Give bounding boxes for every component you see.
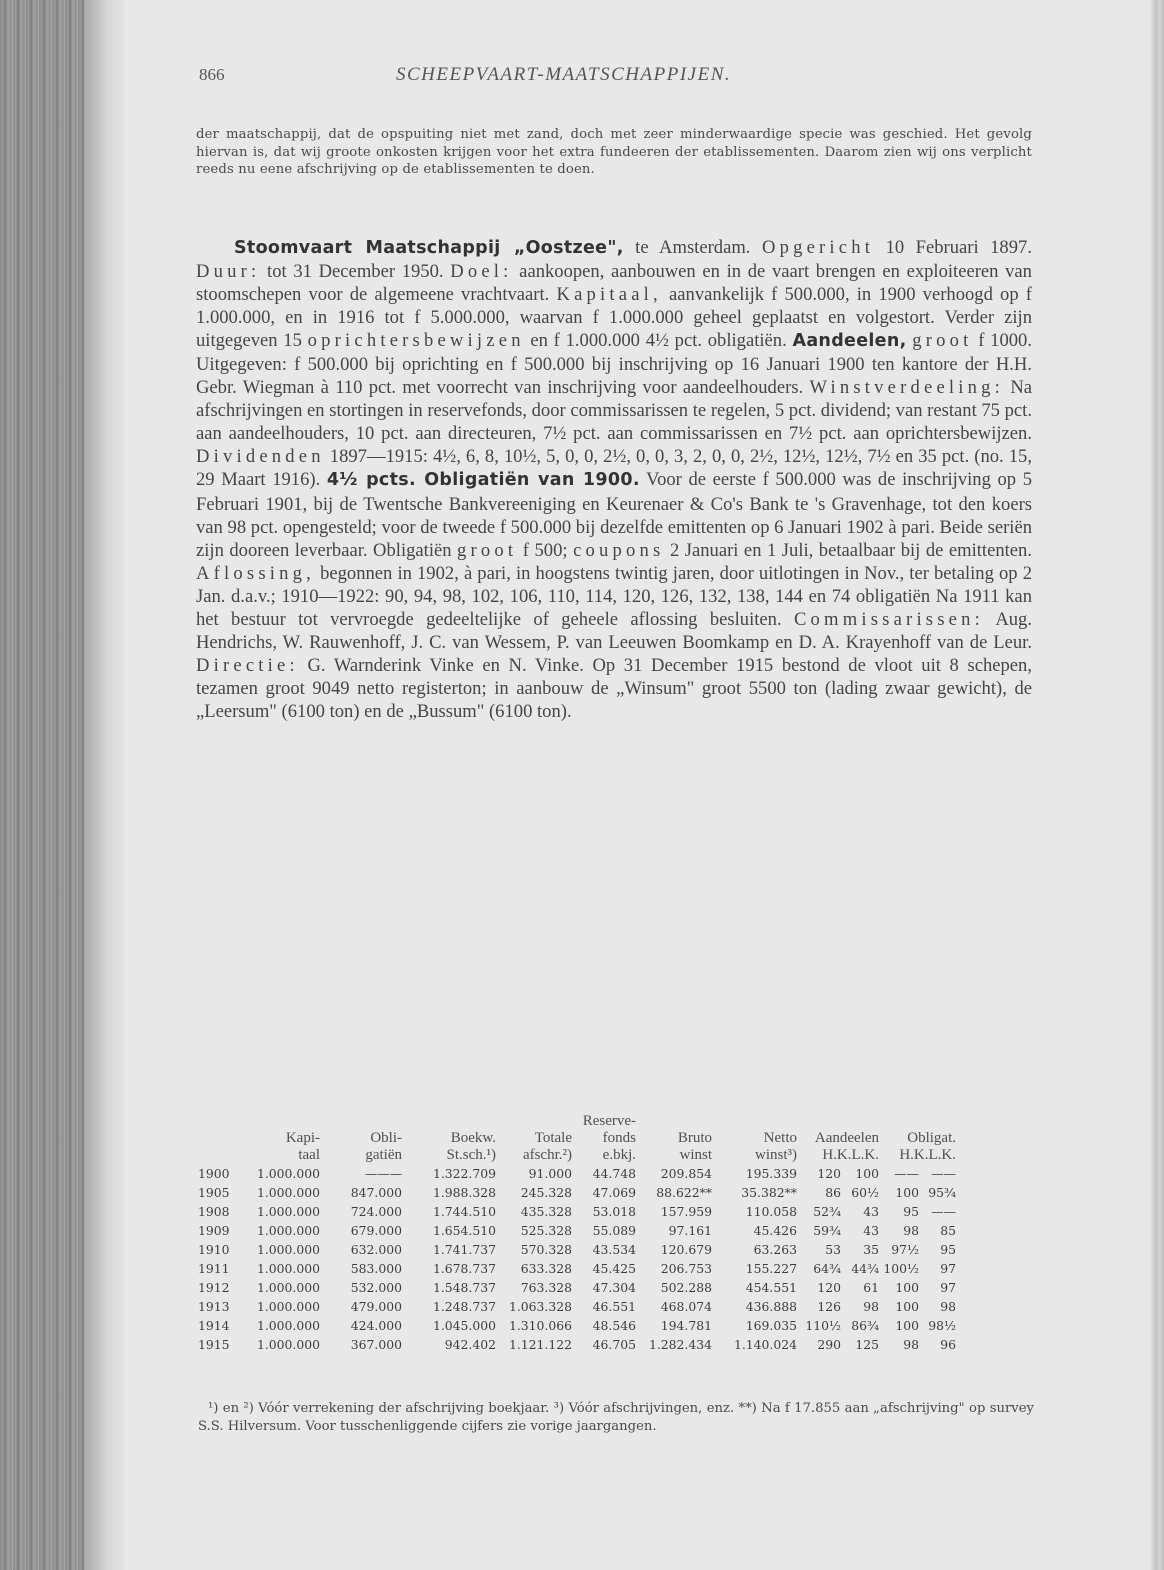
cell-a-h: 126 bbox=[817, 1299, 841, 1314]
cell-netto: 45.426 bbox=[753, 1223, 797, 1238]
cell-bruto: 502.288 bbox=[660, 1280, 712, 1295]
cell-year: 1912 bbox=[198, 1280, 230, 1295]
book-binding-edge bbox=[0, 0, 92, 1570]
cell-year: 1914 bbox=[198, 1318, 230, 1333]
cell-year: 1913 bbox=[198, 1299, 230, 1314]
label-oprichtersbewijzen: oprichtersbewijzen bbox=[307, 329, 525, 351]
cell-o-l: 96 bbox=[940, 1337, 956, 1352]
cell-o-l: 95¾ bbox=[928, 1185, 956, 1200]
cell-a-l: 43 bbox=[863, 1223, 879, 1238]
cell-bruto: 206.753 bbox=[660, 1261, 712, 1276]
cell-res: 46.705 bbox=[592, 1337, 636, 1352]
label-groot: groot bbox=[912, 329, 973, 351]
cell-boek: 1.045.000 bbox=[432, 1318, 496, 1333]
cell-kap: 1.000.000 bbox=[256, 1299, 320, 1314]
cell-boek: 1.678.737 bbox=[432, 1261, 496, 1276]
text-obligatien-1900: Voor de eerste f 500.000 was de inschrijving op 5 Februari 1901, bij de Twentsche Bankvereeniging en Keurenaer & Co's Bank te 's Gravenhage, tot den koers van 98 pct. opengesteld; voor de tweede f 500.000 bij dezelfde emittenten op 6 Januari 1902 à pari. Beide seriën zijn dooreen leverbaar. Obligatiën bbox=[196, 469, 1032, 561]
cell-boek: 1.548.737 bbox=[432, 1280, 496, 1295]
header-netto-winst: Netto winst³) bbox=[755, 1130, 797, 1163]
cell-obl: 367.000 bbox=[350, 1337, 402, 1352]
text-aandeelen: f 1000. Uitgegeven: f 500.000 bij oprichting en f 500.000 bij inschrijving op 16 Januari 1900 ten kantore der H.H. Gebr. Wiegman à 110 pct. met voorrecht van inschrijving voor aandeelhouders. bbox=[196, 329, 1033, 399]
table-row bbox=[198, 1221, 956, 1240]
cell-year: 1910 bbox=[198, 1242, 230, 1257]
table-row bbox=[198, 1259, 956, 1278]
cell-res: 47.304 bbox=[592, 1280, 636, 1295]
table-header-row bbox=[198, 1113, 956, 1164]
cell-res: 53.018 bbox=[592, 1204, 636, 1219]
cell-boek: 1.654.510 bbox=[432, 1223, 496, 1238]
continued-paragraph: der maatschappij, dat de opspuiting niet met zand, doch met zeer minderwaardige specie was geschied. Het gevolg hiervan is, dat wij groote onkosten krijgen voor het extra fundeeren der etablissementen. Daarom zien wij ons verplicht reeds nu eene afschrijving op de etablissementen te doen. bbox=[196, 127, 1032, 177]
cell-o-l: 85 bbox=[940, 1223, 956, 1238]
cell-kap: 1.000.000 bbox=[256, 1280, 320, 1295]
cell-o-h: 100½ bbox=[883, 1261, 919, 1276]
cell-obl: 424.000 bbox=[350, 1318, 402, 1333]
label-duur: Duur: bbox=[196, 260, 261, 282]
cell-a-h: 120 bbox=[817, 1166, 841, 1181]
table-row bbox=[198, 1240, 956, 1259]
table-body bbox=[198, 1164, 956, 1354]
cell-obl: 583.000 bbox=[350, 1261, 402, 1276]
cell-tot: 245.328 bbox=[520, 1185, 572, 1200]
cell-o-l: —— bbox=[931, 1166, 956, 1181]
cell-netto: 110.058 bbox=[745, 1204, 797, 1219]
table-row bbox=[198, 1202, 956, 1221]
header-reservefonds: Reserve- fonds e.bkj. bbox=[582, 1113, 636, 1163]
cell-tot: 435.328 bbox=[520, 1204, 572, 1219]
cell-a-l: 44¾ bbox=[851, 1261, 879, 1276]
header-bruto-winst: Bruto winst bbox=[677, 1130, 712, 1163]
cell-a-l: 125 bbox=[855, 1337, 879, 1352]
cell-year: 1905 bbox=[198, 1185, 230, 1200]
company-name: Stoomvaart Maatschappij „Oostzee", bbox=[234, 237, 624, 258]
label-doel: Doel: bbox=[450, 260, 513, 282]
cell-bruto: 468.074 bbox=[660, 1299, 712, 1314]
text-duur: tot 31 December 1950. bbox=[260, 260, 451, 282]
cell-netto: 155.227 bbox=[745, 1261, 797, 1276]
cell-res: 48.546 bbox=[592, 1318, 636, 1333]
cell-year: 1908 bbox=[198, 1204, 230, 1219]
cell-a-l: 86¾ bbox=[851, 1318, 879, 1333]
cell-netto: 35.382** bbox=[741, 1185, 797, 1200]
cell-a-h: 110½ bbox=[805, 1318, 841, 1333]
cell-obl: 632.000 bbox=[350, 1242, 402, 1257]
cell-kap: 1.000.000 bbox=[256, 1318, 320, 1333]
cell-kap: 1.000.000 bbox=[256, 1166, 320, 1181]
cell-boek: 1.744.510 bbox=[432, 1204, 496, 1219]
company-entry bbox=[196, 236, 1032, 724]
cell-tot: 633.328 bbox=[520, 1261, 572, 1276]
cell-tot: 1.063.328 bbox=[508, 1299, 572, 1314]
cell-a-l: 35 bbox=[863, 1242, 879, 1257]
cell-bruto: 97.161 bbox=[668, 1223, 712, 1238]
cell-bruto: 157.959 bbox=[660, 1204, 712, 1219]
table-row bbox=[198, 1335, 956, 1354]
cell-bruto: 194.781 bbox=[660, 1318, 712, 1333]
cell-boek: 1.988.328 bbox=[432, 1185, 496, 1200]
financial-table bbox=[198, 1113, 956, 1354]
cell-o-l: 97 bbox=[940, 1280, 956, 1295]
cell-o-l: 98½ bbox=[928, 1318, 956, 1333]
cell-obl: ——— bbox=[364, 1166, 402, 1181]
cell-o-l: 95 bbox=[940, 1242, 956, 1257]
cell-obl: 847.000 bbox=[350, 1185, 402, 1200]
cell-kap: 1.000.000 bbox=[256, 1242, 320, 1257]
cell-res: 44.748 bbox=[592, 1166, 636, 1181]
cell-a-l: 100 bbox=[855, 1166, 879, 1181]
cell-o-h: —— bbox=[894, 1166, 919, 1181]
label-dividenden: Dividenden bbox=[196, 446, 325, 468]
text-doel: aankoopen, aanbouwen en in de vaart brengen en exploiteeren van stoomschepen voor de algemeene vrachtvaart. bbox=[196, 260, 1032, 305]
cell-a-h: 52¾ bbox=[813, 1204, 841, 1219]
cell-obl: 532.000 bbox=[350, 1280, 402, 1295]
text-coupons: 2 Januari en 1 Juli, betaalbaar bij de emittenten. bbox=[664, 539, 1033, 561]
cell-o-h: 100 bbox=[895, 1318, 919, 1333]
gutter-shadow bbox=[84, 0, 124, 1570]
table-row bbox=[198, 1278, 956, 1297]
cell-year: 1915 bbox=[198, 1337, 230, 1352]
header-kapitaal: Kapi- taal bbox=[285, 1130, 320, 1163]
cell-obl: 679.000 bbox=[350, 1223, 402, 1238]
cell-tot: 1.121.122 bbox=[508, 1337, 572, 1352]
cell-a-l: 98 bbox=[863, 1299, 879, 1314]
table-row bbox=[198, 1164, 956, 1183]
cell-kap: 1.000.000 bbox=[256, 1204, 320, 1219]
cell-res: 55.089 bbox=[592, 1223, 636, 1238]
cell-res: 47.069 bbox=[592, 1185, 636, 1200]
cell-bruto: 209.854 bbox=[660, 1166, 712, 1181]
cell-obl: 479.000 bbox=[350, 1299, 402, 1314]
page-number: 866 bbox=[199, 65, 225, 84]
cell-netto: 1.140.024 bbox=[733, 1337, 797, 1352]
cell-kap: 1.000.000 bbox=[256, 1185, 320, 1200]
header-aandeelen: Aandeelen H.K.L.K. bbox=[814, 1130, 879, 1163]
text-groot-obligatien: f 500; bbox=[517, 539, 574, 561]
running-title: SCHEEPVAART-MAATSCHAPPIJEN. bbox=[396, 64, 732, 85]
label-winstverdeeling: Winstverdeeling: bbox=[809, 377, 1004, 399]
cell-o-l: 97 bbox=[940, 1261, 956, 1276]
cell-kap: 1.000.000 bbox=[256, 1261, 320, 1276]
cell-a-h: 59¾ bbox=[813, 1223, 841, 1238]
label-aandeelen: Aandeelen, bbox=[792, 330, 907, 351]
cell-o-h: 98 bbox=[903, 1223, 919, 1238]
header-year bbox=[198, 1113, 238, 1164]
cell-boek: 1.322.709 bbox=[432, 1166, 496, 1181]
table-row bbox=[198, 1316, 956, 1335]
cell-tot: 525.328 bbox=[520, 1223, 572, 1238]
cell-o-h: 100 bbox=[895, 1280, 919, 1295]
cell-o-l: 98 bbox=[940, 1299, 956, 1314]
cell-o-h: 95 bbox=[903, 1204, 919, 1219]
cell-o-h: 97½ bbox=[891, 1242, 919, 1257]
cell-a-h: 86 bbox=[825, 1185, 841, 1200]
company-location: te Amsterdam. bbox=[623, 236, 762, 258]
text-winstverdeeling: Na afschrijvingen en stortingen in reservefonds, door commissarissen te regelen, 5 pct. dividend; van restant 75 pct. aan aandeelhouders, 10 pct. aan directeuren, 7½ pct. aan commissarissen en 7½ pct. aan oprichtersbewijzen. bbox=[196, 377, 1032, 445]
cell-netto: 195.339 bbox=[745, 1166, 797, 1181]
cell-o-h: 100 bbox=[895, 1299, 919, 1314]
text-dividenden: 1897—1915: 4½, 6, 8, 10½, 5, 0, 0, 2½, 0, 0, 3, 2, 0, 0, 2½, 12½, 12½, 7½ en 35 pct. (no. 15, 29 Maart 1916). bbox=[196, 446, 1032, 491]
text-directie: G. Warnderink Vinke en N. Vinke. Op 31 December 1915 bestond de vloot uit 8 schepen, tezamen groot 9049 netto registerton; in aanbouw de „Winsum" groot 5500 ton (lading zwaar gewicht), de „Leersum" (6100 ton) en de „Bussum" (6100 ton). bbox=[196, 655, 1032, 723]
text-kapitaal: aanvankelijk f 500.000, in 1900 verhoogd op f 1.000.000, en in 1916 tot f 5.000.000, waarvan f 1.000.000 geheel geplaatst en volgestort. Verder zijn uitgegeven 15 bbox=[196, 283, 1032, 351]
cell-o-h: 100 bbox=[895, 1185, 919, 1200]
cell-tot: 763.328 bbox=[520, 1280, 572, 1295]
cell-netto: 436.888 bbox=[745, 1299, 797, 1314]
cell-a-h: 290 bbox=[817, 1337, 841, 1352]
cell-obl: 724.000 bbox=[350, 1204, 402, 1219]
label-obligatien-1900: 4½ pcts. Obligatiën van 1900. bbox=[326, 470, 640, 491]
cell-tot: 1.310.066 bbox=[508, 1318, 572, 1333]
label-coupons: coupons bbox=[573, 539, 665, 561]
header-obligat: Obligat. H.K.L.K. bbox=[899, 1130, 956, 1163]
cell-a-h: 53 bbox=[825, 1242, 841, 1257]
cell-year: 1900 bbox=[198, 1166, 230, 1181]
cell-a-h: 64¾ bbox=[813, 1261, 841, 1276]
label-opgericht: Opgericht bbox=[761, 236, 875, 258]
running-head bbox=[196, 62, 1032, 92]
cell-res: 43.534 bbox=[592, 1242, 636, 1257]
cell-a-l: 60½ bbox=[851, 1185, 879, 1200]
cell-boek: 1.248.737 bbox=[432, 1299, 496, 1314]
cell-a-l: 43 bbox=[863, 1204, 879, 1219]
cell-netto: 169.035 bbox=[745, 1318, 797, 1333]
cell-a-l: 61 bbox=[863, 1280, 879, 1295]
cell-res: 46.551 bbox=[592, 1299, 636, 1314]
label-directie: Directie: bbox=[196, 655, 299, 677]
cell-bruto: 88.622** bbox=[656, 1185, 712, 1200]
cell-a-h: 120 bbox=[817, 1280, 841, 1295]
label-kapitaal: Kapitaal, bbox=[556, 283, 662, 305]
header-boekwaarde: Boekw. St.sch.¹) bbox=[446, 1130, 496, 1163]
footnote-text: ¹) en ²) Vóór verrekening der afschrijving boekjaar. ³) Vóór afschrijvingen, enz. **) Na f 17.855 aan „afschrijving" op survey S.S. Hilversum. Voor tusschenliggende cijfers zie vorige jaargangen. bbox=[198, 1401, 1034, 1434]
table-row bbox=[198, 1183, 956, 1202]
page-right-edge bbox=[1150, 0, 1164, 1570]
table-footnotes bbox=[198, 1400, 1034, 1436]
label-commissarissen: Commissarissen: bbox=[793, 609, 984, 630]
cell-o-l: —— bbox=[931, 1204, 956, 1219]
cell-bruto: 1.282.434 bbox=[648, 1337, 712, 1352]
text-commissarissen: Aug. Hendrichs, W. Rauwenhoff, J. C. van Wessem, P. van Leeuwen Boomkamp en D. A. Krayenhoff van de Leur. bbox=[196, 609, 1032, 654]
cell-tot: 570.328 bbox=[520, 1242, 572, 1257]
cell-year: 1909 bbox=[198, 1223, 230, 1238]
header-obligatien: Obli- gatiën bbox=[365, 1130, 402, 1163]
cell-year: 1911 bbox=[198, 1261, 230, 1276]
table-row bbox=[198, 1297, 956, 1316]
cell-kap: 1.000.000 bbox=[256, 1337, 320, 1352]
cell-netto: 454.551 bbox=[745, 1280, 797, 1295]
label-groot-obligatien: groot bbox=[457, 539, 518, 561]
label-aflossing: Aflossing, bbox=[196, 562, 315, 584]
cell-tot: 91.000 bbox=[528, 1166, 572, 1181]
book-page bbox=[196, 62, 1032, 742]
cell-netto: 63.263 bbox=[753, 1242, 797, 1257]
cell-kap: 1.000.000 bbox=[256, 1223, 320, 1238]
cell-boek: 1.741.737 bbox=[432, 1242, 496, 1257]
cell-bruto: 120.679 bbox=[660, 1242, 712, 1257]
cell-o-h: 98 bbox=[903, 1337, 919, 1352]
cell-res: 45.425 bbox=[592, 1261, 636, 1276]
text-opgericht: 10 Februari 1897. bbox=[874, 236, 1032, 258]
cell-boek: 942.402 bbox=[444, 1337, 496, 1352]
header-totale-afschr: Totale afschr.²) bbox=[522, 1130, 572, 1163]
text-oprichtersbewijzen: en f 1.000.000 4½ pct. obligatiën. bbox=[524, 329, 793, 351]
text-aflossing: begonnen in 1902, à pari, in hoogstens twintig jaren, door uitlotingen in Nov., ter betaling op 2 Jan. d.a.v.; 1910—1922: 90, 94, 98, 102, 106, 110, 114, 120, 126, 132, 138, 144 en 74 obligatiën Na 1911 kan het bestuur tot vervroegde gedeeltelijke of geheele aflossing besluiten. bbox=[196, 562, 1032, 630]
